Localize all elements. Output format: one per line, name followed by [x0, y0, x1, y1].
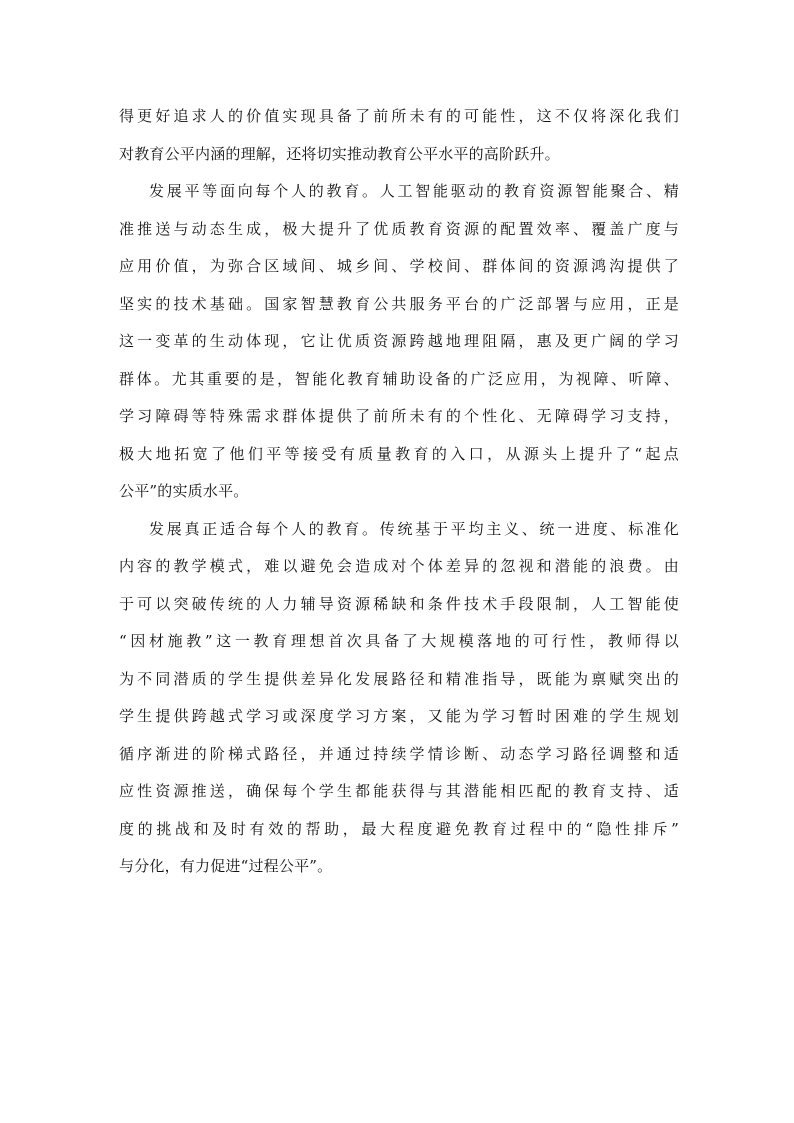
text-line: 为不同潜质的学生提供差异化发展路径和精准指导，既能为禀赋突出的	[119, 669, 679, 688]
text-line: 内容的教学模式，难以避免会造成对个体差异的忽视和潜能的浪费。由	[119, 557, 679, 575]
paragraph-suitable-education	[119, 511, 679, 886]
text-line: 于可以突破传统的人力辅导资源稀缺和条件技术手段限制，人工智能使	[119, 594, 679, 613]
paragraph-equal-education	[119, 173, 679, 511]
text-line: “因材施教”这一教育理想首次具备了大规模落地的可行性，教师得以	[119, 632, 679, 650]
text-line: 坚实的技术基础。国家智慧教育公共服务平台的广泛部署与应用，正是	[119, 294, 679, 313]
text-line: 极大地拓宽了他们平等接受有质量教育的入口，从源头上提升了“起点	[119, 444, 679, 463]
text-line: 与分化，有力促进“过程公平”。	[119, 857, 333, 875]
text-line: 对教育公平内涵的理解，还将切实推动教育公平水平的高阶跃升。	[119, 144, 560, 163]
text-line: 公平”的实质水平。	[119, 482, 249, 500]
text-line: 学习障碍等特殊需求群体提供了前所未有的个性化、无障碍学习支持，	[119, 407, 679, 425]
text-line: 这一变革的生动体现，它让优质资源跨越地理阻隔，惠及更广阔的学习	[119, 332, 679, 350]
text-line: 群体。尤其重要的是，智能化教育辅助设备的广泛应用，为视障、听障、	[119, 369, 679, 388]
text-line: 准推送与动态生成，极大提升了优质教育资源的配置效率、覆盖广度与	[119, 219, 679, 238]
text-line: 发展平等面向每个人的教育。人工智能驱动的教育资源智能聚合、精	[149, 182, 679, 200]
text-line: 学生提供跨越式学习或深度学习方案，又能为学习暂时困难的学生规划	[119, 707, 679, 725]
text-line: 发展真正适合每个人的教育。传统基于平均主义、统一进度、标准化	[149, 519, 679, 538]
body-text	[119, 98, 679, 886]
text-line: 应性资源推送，确保每个学生都能获得与其潜能相匹配的教育支持、适	[119, 782, 679, 800]
text-line: 度的挑战和及时有效的帮助，最大程度避免教育过程中的“隐性排斥”	[119, 819, 679, 838]
paragraph-intro-tail	[119, 98, 679, 173]
text-line: 循序渐进的阶梯式路径，并通过持续学情诊断、动态学习路径调整和适	[119, 744, 679, 763]
text-line: 得更好追求人的价值实现具备了前所未有的可能性，这不仅将深化我们	[119, 107, 679, 125]
text-line: 应用价值，为弥合区域间、城乡间、学校间、群体间的资源鸿沟提供了	[119, 257, 679, 275]
